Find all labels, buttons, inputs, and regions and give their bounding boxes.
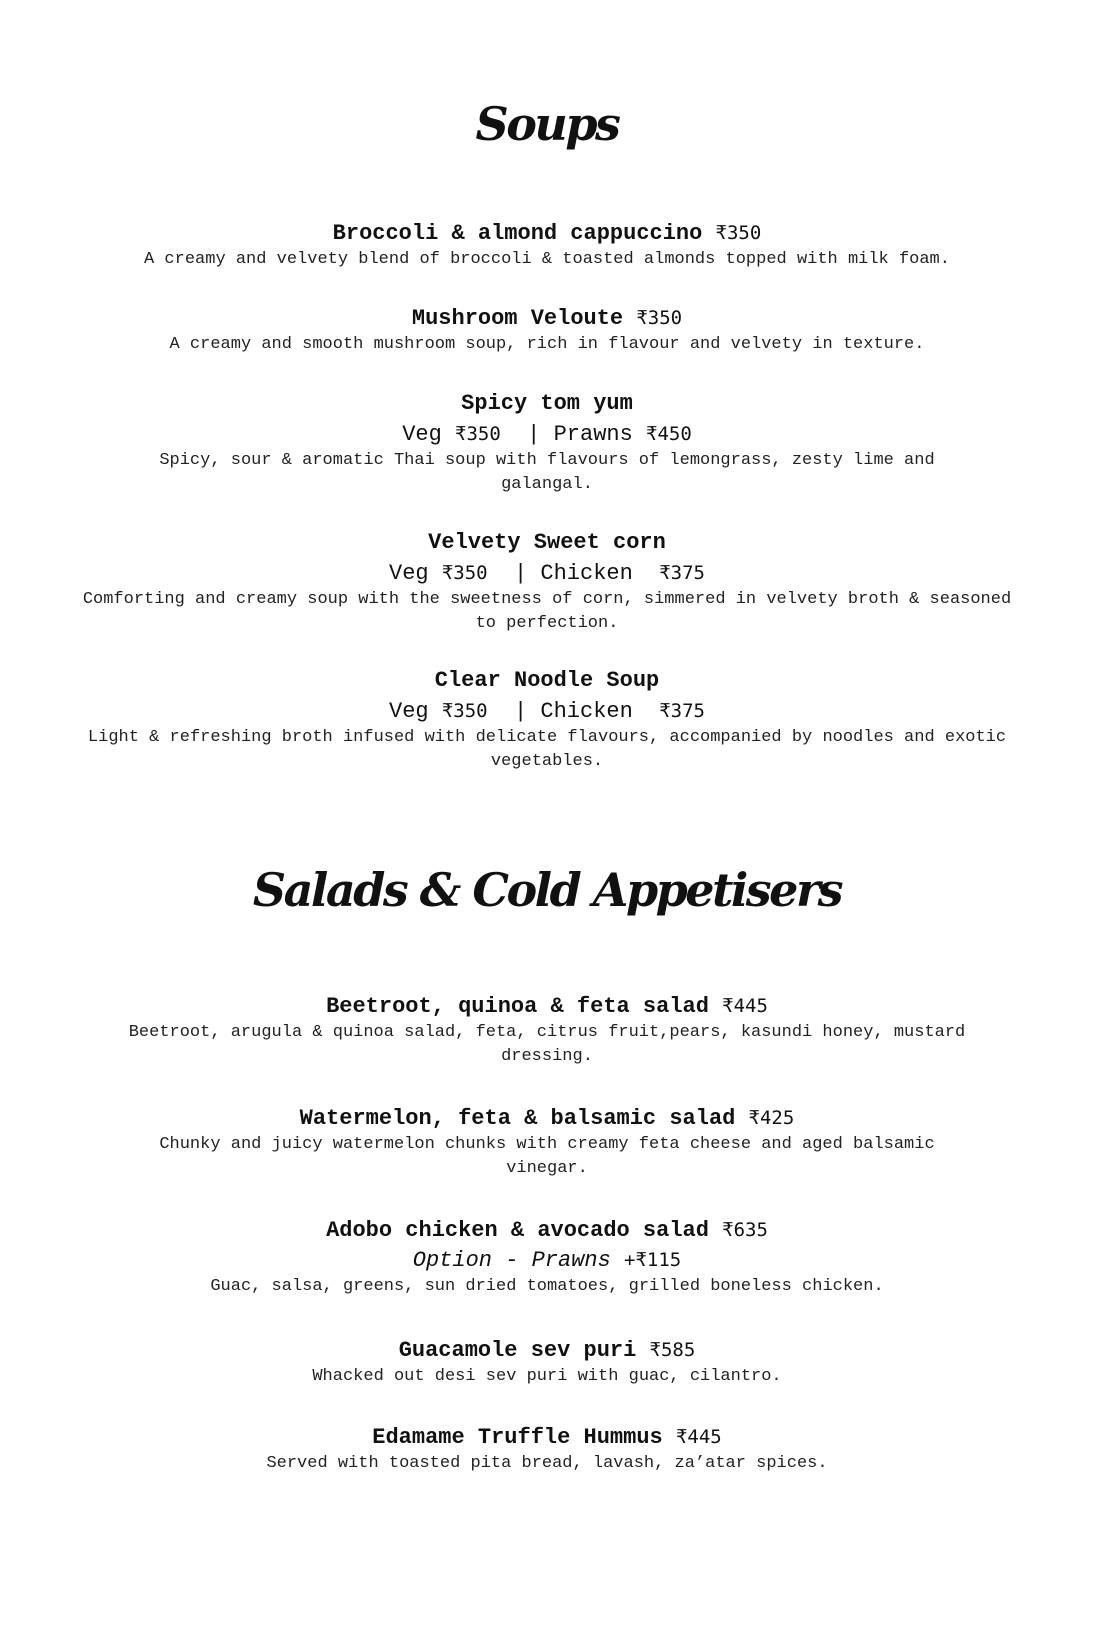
item-name: Edamame Truffle Hummus	[372, 1425, 663, 1450]
item-name: Mushroom Veloute	[411, 306, 624, 331]
option-price: +₹115	[624, 1249, 682, 1271]
menu-item	[80, 1422, 1014, 1476]
option-label: Option - Prawns	[412, 1248, 625, 1273]
item-variants	[80, 419, 1014, 449]
item-name: Watermelon, feta & balsamic salad	[299, 1106, 736, 1131]
section-title-salads: Salads & Cold Appetisers	[252, 863, 842, 917]
item-name: Guacamole sev puri	[398, 1338, 637, 1363]
item-name: Broccoli & almond cappuccino	[332, 221, 703, 246]
item-name: Beetroot, quinoa & feta salad	[326, 994, 709, 1019]
variant-price: ₹350	[441, 562, 488, 584]
menu-item	[80, 1215, 1014, 1299]
item-variants	[80, 696, 1014, 726]
item-price: ₹445	[675, 1426, 722, 1448]
item-name: Clear Noodle Soup	[434, 668, 660, 693]
item-price: ₹425	[748, 1107, 795, 1129]
item-description: Guac, salsa, greens, sun dried tomatoes, grilled boneless chicken.	[210, 1277, 884, 1296]
item-price: ₹585	[649, 1339, 696, 1361]
item-description: Chunky and juicy watermelon chunks with creamy feta cheese and aged balsamic vinegar.	[159, 1135, 935, 1178]
menu-item	[80, 528, 1014, 636]
item-price: ₹635	[722, 1219, 768, 1241]
item-description: Spicy, sour & aromatic Thai soup with flavours of lemongrass, zesty lime and galangal.	[159, 451, 935, 494]
variant-label: Veg	[389, 561, 442, 586]
item-description: Served with toasted pita bread, lavash, za’atar spices.	[266, 1454, 828, 1473]
variant-label: Veg	[389, 699, 442, 724]
variant-price: ₹350	[455, 423, 501, 445]
item-description: Comforting and creamy soup with the sweetness of corn, simmered in velvety broth & seasoned to perfection.	[82, 590, 1012, 633]
item-description: Beetroot, arugula & quinoa salad, feta, citrus fruit,pears, kasundi honey, mustard dressing.	[128, 1023, 966, 1066]
section-title-soups: Soups	[475, 97, 619, 151]
menu-item	[80, 303, 1014, 357]
variant-label: Veg	[402, 422, 456, 447]
variant-separator: |	[500, 422, 554, 447]
menu-item	[80, 1103, 1014, 1181]
item-description: A creamy and smooth mushroom soup, rich in flavour and velvety in texture.	[169, 335, 925, 354]
item-name: Velvety Sweet corn	[428, 530, 666, 555]
item-price: ₹350	[715, 222, 762, 244]
item-name: Spicy tom yum	[461, 391, 633, 416]
variant-price: ₹350	[441, 700, 488, 722]
item-price: ₹445	[722, 995, 768, 1017]
variant-price: ₹375	[659, 562, 705, 584]
variant-label: Prawns	[553, 422, 647, 447]
variant-label: Chicken	[540, 699, 660, 724]
menu-item	[80, 389, 1014, 497]
variant-label: Chicken	[540, 561, 660, 586]
item-variants	[80, 558, 1014, 588]
menu-item	[80, 991, 1014, 1069]
variant-separator: |	[487, 561, 541, 586]
item-description: A creamy and velvety blend of broccoli & toasted almonds topped with milk foam.	[144, 250, 950, 269]
menu-item	[80, 1335, 1014, 1389]
item-price: ₹350	[636, 307, 683, 329]
variant-separator: |	[487, 699, 541, 724]
item-description: Light & refreshing broth infused with delicate flavours, accompanied by noodles and exotic vegetables.	[87, 728, 1007, 771]
item-option	[80, 1245, 1014, 1275]
item-description: Whacked out desi sev puri with guac, cilantro.	[312, 1367, 782, 1386]
variant-price: ₹450	[646, 423, 692, 445]
menu-item	[80, 666, 1014, 774]
variant-price: ₹375	[659, 700, 705, 722]
menu-item	[80, 218, 1014, 272]
item-name: Adobo chicken & avocado salad	[326, 1218, 709, 1243]
